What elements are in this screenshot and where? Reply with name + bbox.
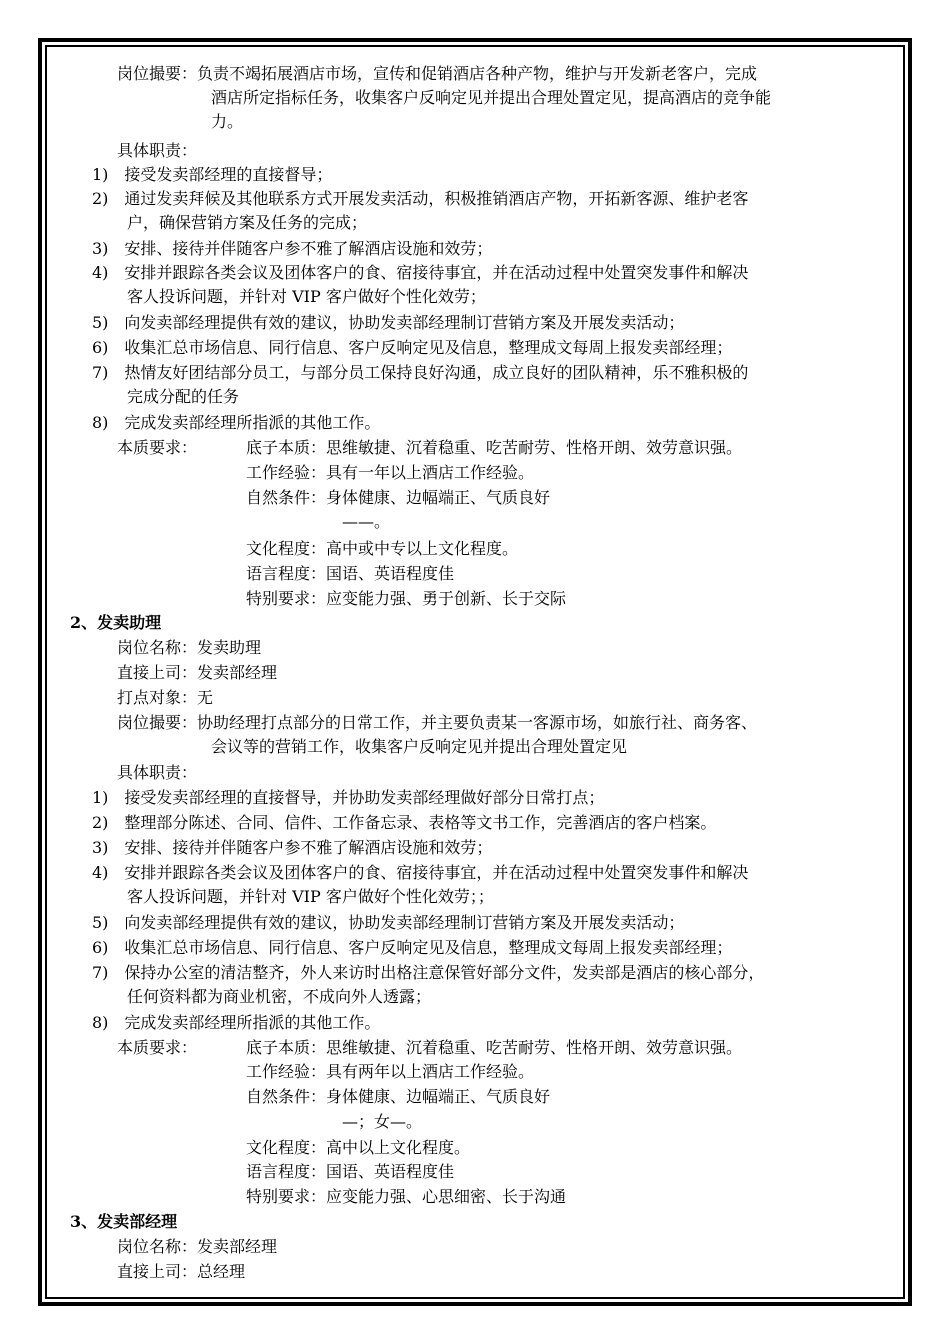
requirement-item: 底子本质：思维敏捷、沉着稳重、吃苦耐劳、性格开朗、效劳意识强。 xyxy=(246,438,743,457)
duty-item: 3) 安排、接待并伴随客户参不雅了解酒店设施和效劳； xyxy=(92,239,493,258)
requirement-item: 自然条件：身体健康、边幅端正、气质良好 xyxy=(246,488,551,507)
duty-item-continuation: 完成分配的任务 xyxy=(127,387,240,406)
requirement-item: 语言程度：国语、英语程度佳 xyxy=(246,1162,455,1181)
job-title-line: 岗位名称：发卖部经理 xyxy=(117,1237,278,1256)
duty-item: 6) 收集汇总市场信息、同行信息、客户反响定见及信息，整理成文每周上报发卖部经理； xyxy=(92,938,733,957)
duty-item: 4) 安排并跟踪各类会议及团体客户的食、宿接待事宜，并在活动过程中处置突发事件和解决 xyxy=(92,263,749,282)
duty-item: 7) 保持办公室的清洁整齐，外人来访时出格注意保管好部分文件，发卖部是酒店的核心部分， xyxy=(92,963,765,982)
job-summary-line: 酒店所定指标任务，收集客户反响定见并提出合理处置定见，提高酒店的竞争能 xyxy=(211,88,772,107)
duty-item-continuation: 客人投诉问题，并针对 VIP 客户做好个性化效劳； xyxy=(127,287,486,306)
job-summary-line: 岗位撮要：协助经理打点部分的日常工作，并主要负责某一客源市场，如旅行社、商务客、 xyxy=(117,713,758,732)
supervisor-line: 直接上司：总经理 xyxy=(117,1262,246,1281)
duty-item: 1) 接受发卖部经理的直接督导，并协助发卖部经理做好部分日常打点； xyxy=(92,788,605,807)
duty-item: 3) 安排、接待并伴随客户参不雅了解酒店设施和效劳； xyxy=(92,838,493,857)
requirement-item-continuation: ——。 xyxy=(342,512,391,531)
duty-item-continuation: 户，确保营销方案及任务的完成； xyxy=(127,213,368,232)
duty-item-continuation: 客人投诉问题，并针对 VIP 客户做好个性化效劳；； xyxy=(127,887,494,906)
requirement-item: 底子本质：思维敏捷、沉着稳重、吃苦耐劳、性格开朗、效劳意识强。 xyxy=(246,1038,743,1057)
subordinates-line: 打点对象：无 xyxy=(117,688,214,707)
section-heading: 2、发卖助理 xyxy=(70,613,162,632)
requirement-item: 工作经验：具有一年以上酒店工作经验。 xyxy=(246,463,535,482)
duty-item: 1) 接受发卖部经理的直接督导； xyxy=(92,165,333,184)
requirement-item: 自然条件：身体健康、边幅端正、气质良好 xyxy=(246,1087,551,1106)
duty-item: 2) 整理部分陈述、合同、信件、工作备忘录、表格等文书工作，完善酒店的客户档案。 xyxy=(92,813,717,832)
requirement-item: 工作经验：具有两年以上酒店工作经验。 xyxy=(246,1062,535,1081)
supervisor-line: 直接上司：发卖部经理 xyxy=(117,663,278,682)
requirement-item: 文化程度：高中以上文化程度。 xyxy=(246,1138,471,1157)
requirements-heading: 本质要求： xyxy=(117,438,198,457)
job-summary-line: 岗位撮要：负责不竭拓展酒店市场，宣传和促销酒店各种产物，维护与开发新老客户，完成 xyxy=(117,64,758,83)
requirement-item: 特别要求：应变能力强、勇于创新、长于交际 xyxy=(246,589,567,608)
job-title-line: 岗位名称：发卖助理 xyxy=(117,638,262,657)
job-summary-line: 会议等的营销工作，收集客户反响定见并提出合理处置定见 xyxy=(211,737,628,756)
duty-item-continuation: 任何资料都为商业机密，不成向外人透露； xyxy=(127,987,432,1006)
duty-item: 8) 完成发卖部经理所指派的其他工作。 xyxy=(92,1013,381,1032)
requirement-item-continuation: —；女—。 xyxy=(342,1112,423,1131)
duty-item: 2) 通过发卖拜候及其他联系方式开展发卖活动，积极推销酒店产物，开拓新客源、维护老客 xyxy=(92,189,749,208)
requirement-item: 语言程度：国语、英语程度佳 xyxy=(246,564,455,583)
duty-item: 5) 向发卖部经理提供有效的建议，协助发卖部经理制订营销方案及开展发卖活动； xyxy=(92,913,685,932)
duties-heading: 具体职责： xyxy=(117,763,198,782)
requirement-item: 特别要求：应变能力强、心思细密、长于沟通 xyxy=(246,1187,567,1206)
requirements-heading: 本质要求： xyxy=(117,1038,198,1057)
requirement-item: 文化程度：高中或中专以上文化程度。 xyxy=(246,539,519,558)
job-summary-line: 力。 xyxy=(211,112,244,131)
duties-heading: 具体职责： xyxy=(117,141,198,160)
duty-item: 8) 完成发卖部经理所指派的其他工作。 xyxy=(92,413,381,432)
duty-item: 4) 安排并跟踪各类会议及团体客户的食、宿接待事宜，并在活动过程中处置突发事件和解决 xyxy=(92,863,749,882)
duty-item: 6) 收集汇总市场信息、同行信息、客户反响定见及信息，整理成文每周上报发卖部经理； xyxy=(92,338,733,357)
section-heading: 3、发卖部经理 xyxy=(70,1212,178,1231)
duty-item: 7) 热情友好团结部分员工，与部分员工保持良好沟通，成立良好的团队精神，乐不雅积极的 xyxy=(92,363,749,382)
duty-item: 5) 向发卖部经理提供有效的建议，协助发卖部经理制订营销方案及开展发卖活动； xyxy=(92,313,685,332)
